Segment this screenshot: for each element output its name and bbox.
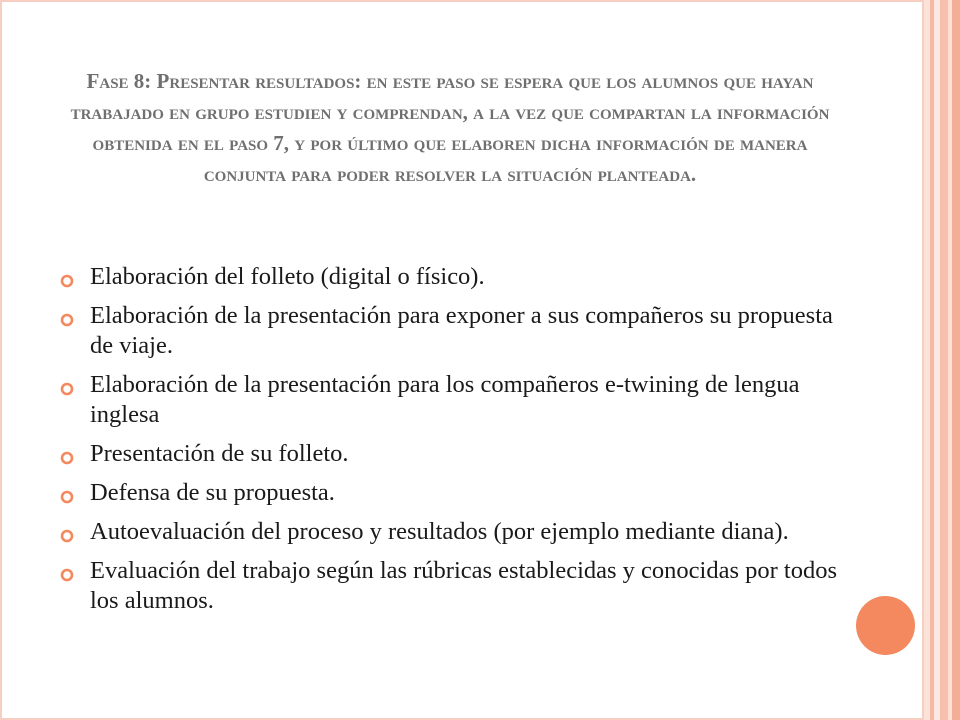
decorative-side-stripes (924, 0, 960, 720)
bullet-text: Evaluación del trabajo según las rúbricas establecidas y conocidas por todos los alumnos. (90, 557, 838, 614)
bullet-text: Presentación de su folleto. (90, 440, 349, 467)
orange-ring-bullet-icon (60, 451, 74, 465)
bullet-text: Defensa de su propuesta. (90, 479, 335, 506)
slide-title: Fase 8: Presentar resultados: en este paso se espera que los alumnos que hayan trabajado en grupo estudien y comprendan, a la vez que compartan la información obtenida en el paso 7, y por último que elaboren dicha información de manera conjunta para poder resolver la situación planteada. (70, 69, 830, 186)
bullet-item (60, 517, 840, 547)
bullet-item (60, 301, 840, 361)
bullet-item (60, 370, 840, 430)
orange-ring-bullet-icon (60, 568, 74, 582)
bullet-text: Elaboración del folleto (digital o físico). (90, 263, 485, 290)
bullet-item (60, 556, 840, 616)
bullet-text: Autoevaluación del proceso y resultados (por ejemplo mediante diana). (90, 518, 789, 545)
orange-ring-bullet-icon (60, 274, 74, 288)
orange-ring-bullet-icon (60, 313, 74, 327)
orange-ring-bullet-icon (60, 382, 74, 396)
bullet-text: Elaboración de la presentación para los compañeros e-twining de lengua inglesa (90, 371, 800, 428)
bullet-item (60, 478, 840, 508)
bullet-text: Elaboración de la presentación para exponer a sus compañeros su propuesta de viaje. (90, 302, 833, 359)
bullet-item (60, 262, 840, 292)
orange-ring-bullet-icon (60, 529, 74, 543)
orange-ring-bullet-icon (60, 490, 74, 504)
bullet-list (60, 262, 840, 625)
bullet-item (60, 439, 840, 469)
decorative-orange-circle (856, 596, 915, 655)
